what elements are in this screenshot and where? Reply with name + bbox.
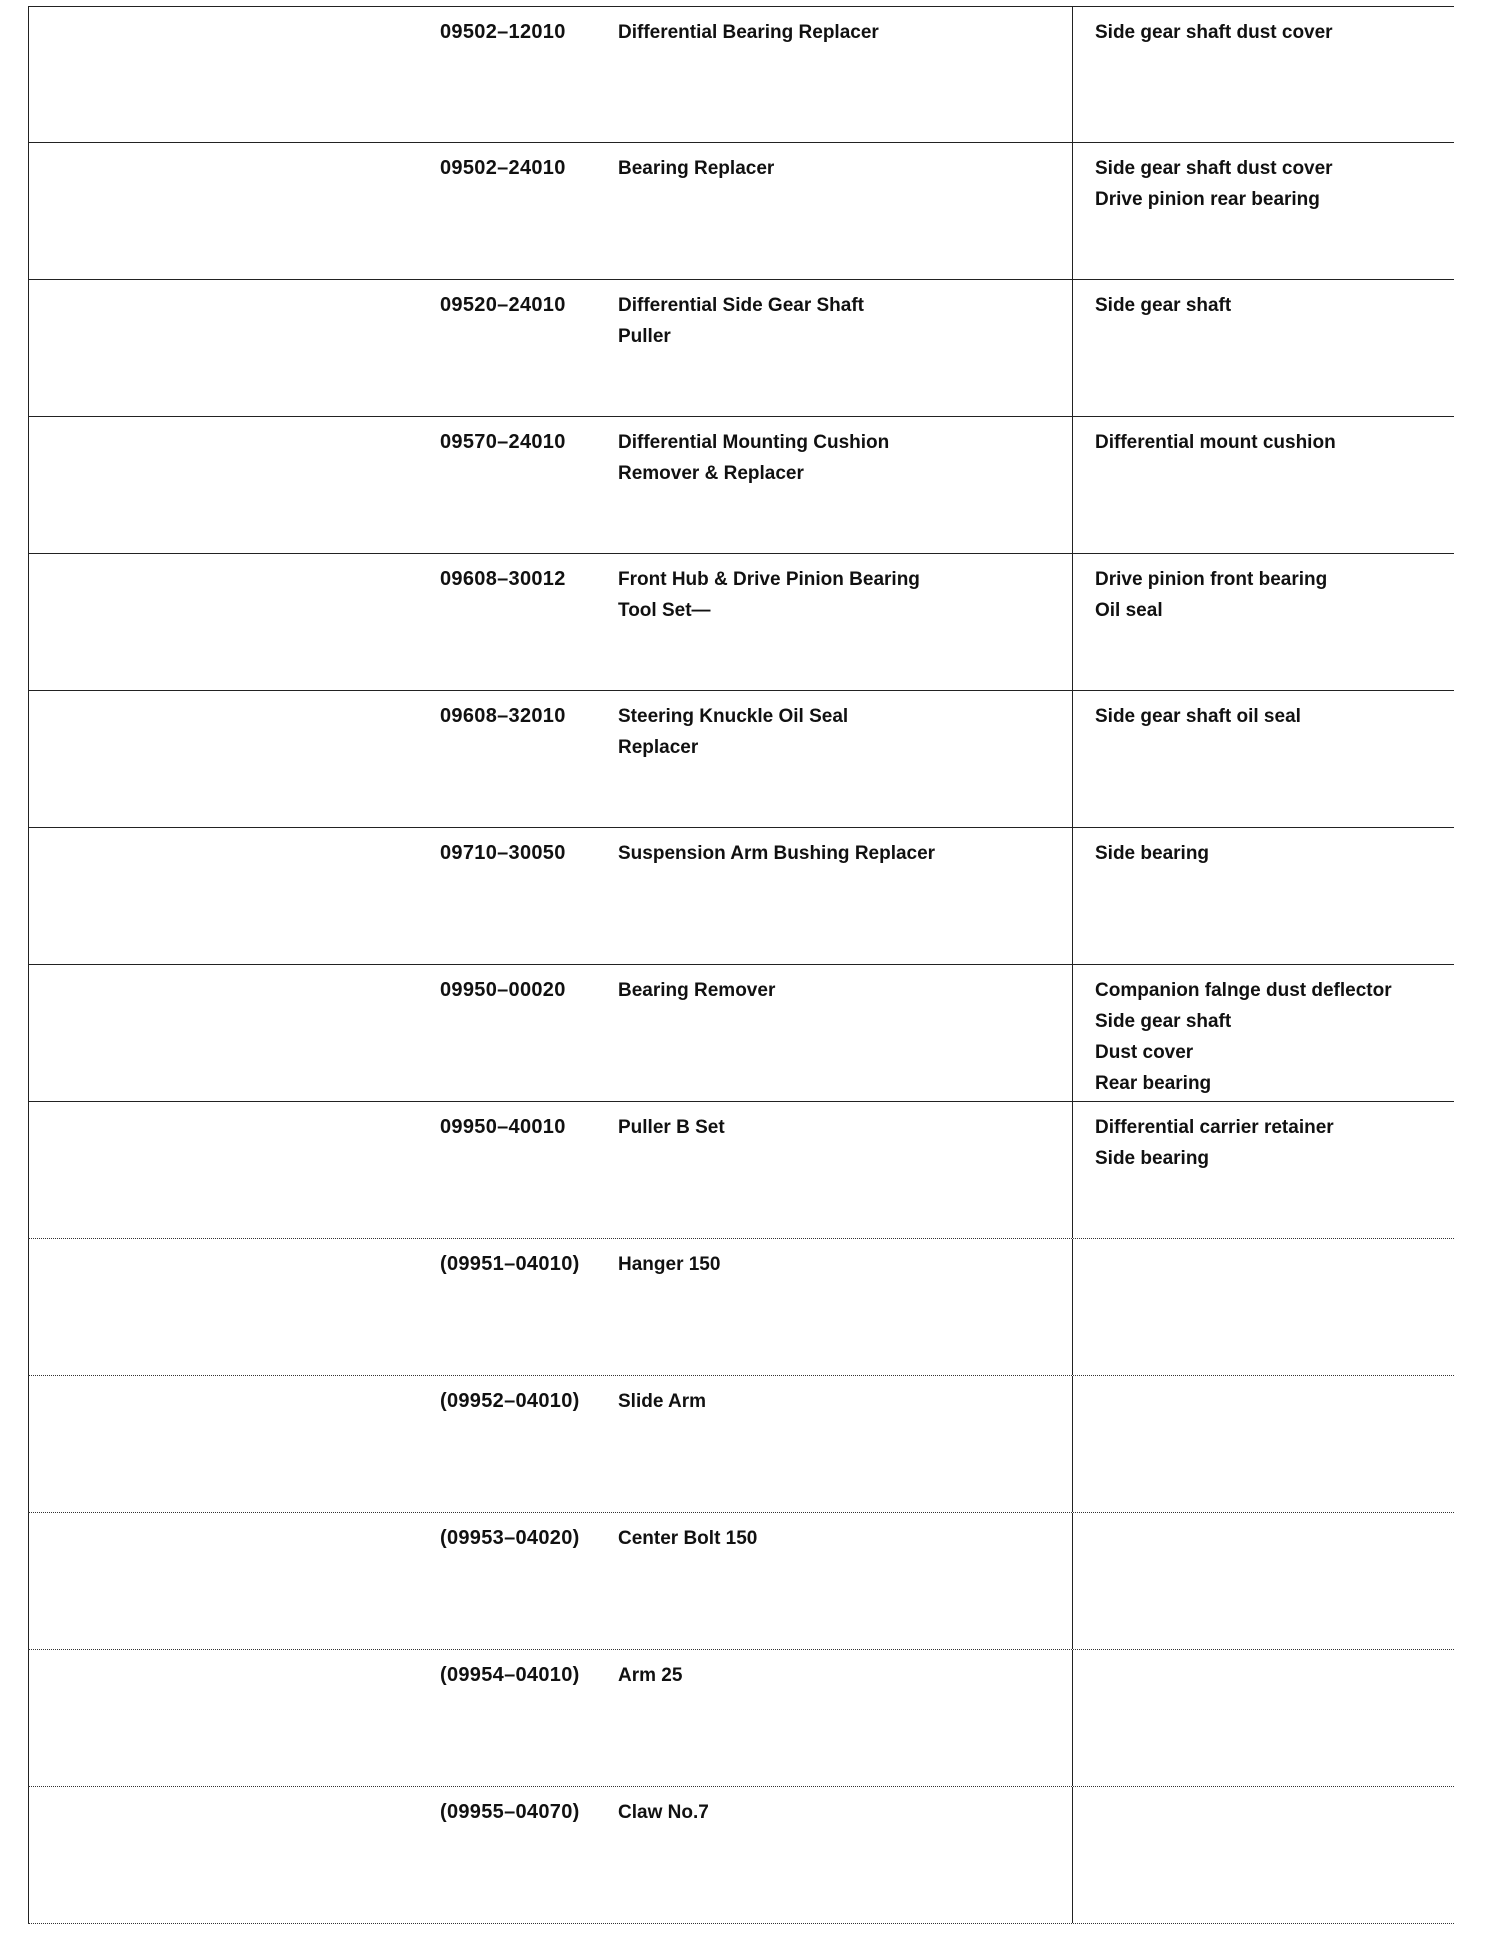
use-line: Drive pinion front bearing xyxy=(1095,569,1328,590)
use-line: Differential mount cushion xyxy=(1095,432,1336,453)
bearing-replacer-icon xyxy=(28,143,440,280)
tool-name-line: Differential Bearing Replacer xyxy=(618,22,879,43)
part-number: 09520–24010 xyxy=(440,294,566,316)
tool-row xyxy=(28,6,1454,143)
tool-name xyxy=(618,1513,1072,1649)
tool-row xyxy=(28,965,1454,1102)
tool-name-line: Slide Arm xyxy=(618,1391,706,1412)
tool-row xyxy=(28,1513,1454,1650)
tool-use xyxy=(1072,691,1454,827)
tool-name xyxy=(618,965,1072,1101)
use-line: Side bearing xyxy=(1095,1148,1210,1169)
tool-illustration xyxy=(28,554,440,690)
tool-illustration xyxy=(28,1513,440,1649)
use-line: Side bearing xyxy=(1095,843,1210,864)
use-line: Differential carrier retainer xyxy=(1095,1117,1334,1138)
cushion-tool-icon xyxy=(28,417,440,554)
tool-name xyxy=(618,554,1072,690)
tool-illustration xyxy=(28,1787,440,1923)
tool-row xyxy=(28,1650,1454,1787)
tool-illustration xyxy=(28,1102,440,1238)
tool-use xyxy=(1072,554,1454,690)
part-number: 09502–24010 xyxy=(440,157,566,179)
tool-set-icon xyxy=(28,554,440,691)
special-tools-table xyxy=(28,6,1454,1924)
center-bolt-icon xyxy=(28,1513,440,1650)
tool-name xyxy=(618,1376,1072,1512)
tool-name xyxy=(618,1650,1072,1786)
claw-icon xyxy=(28,1787,440,1924)
tool-name-line: Bearing Remover xyxy=(618,980,776,1001)
hanger-icon xyxy=(28,1239,440,1376)
tool-use xyxy=(1072,1650,1454,1786)
tool-row xyxy=(28,280,1454,417)
use-line: Oil seal xyxy=(1095,600,1163,621)
part-number: 09502–12010 xyxy=(440,21,566,43)
shaft-puller-icon xyxy=(28,280,440,417)
puller-set-icon xyxy=(28,1102,440,1239)
part-number: (09951–04010) xyxy=(440,1253,580,1275)
tool-illustration xyxy=(28,417,440,553)
tool-use xyxy=(1072,280,1454,416)
tool-row xyxy=(28,1376,1454,1513)
use-line: Drive pinion rear bearing xyxy=(1095,189,1320,210)
tool-name-line: Tool Set— xyxy=(618,600,711,621)
part-number: (09954–04010) xyxy=(440,1664,580,1686)
bushing-replacer-icon xyxy=(28,828,440,965)
tool-name-line: Arm 25 xyxy=(618,1665,683,1686)
tool-name xyxy=(618,280,1072,416)
part-number: (09952–04010) xyxy=(440,1390,580,1412)
tool-use xyxy=(1072,828,1454,964)
tool-illustration xyxy=(28,965,440,1101)
tool-use xyxy=(1072,7,1454,142)
use-line: Side gear shaft xyxy=(1095,1011,1232,1032)
tool-use xyxy=(1072,1239,1454,1375)
tool-row xyxy=(28,1102,1454,1239)
tool-name xyxy=(618,828,1072,964)
tool-illustration xyxy=(28,143,440,279)
tool-illustration xyxy=(28,691,440,827)
tool-name xyxy=(618,1239,1072,1375)
tool-illustration xyxy=(28,1239,440,1375)
tool-name xyxy=(618,143,1072,279)
tool-illustration xyxy=(28,7,440,142)
tool-use xyxy=(1072,1513,1454,1649)
tool-name-line: Differential Mounting Cushion xyxy=(618,432,890,453)
seal-replacer-icon xyxy=(28,691,440,828)
tool-illustration xyxy=(28,1376,440,1512)
part-number: 09950–00020 xyxy=(440,979,566,1001)
tool-name xyxy=(618,1787,1072,1923)
use-line: Side gear shaft dust cover xyxy=(1095,158,1333,179)
part-number: 09710–30050 xyxy=(440,842,566,864)
tool-illustration xyxy=(28,828,440,964)
part-number: 09950–40010 xyxy=(440,1116,566,1138)
tool-name-line: Puller xyxy=(618,326,671,347)
tool-name-line: Bearing Replacer xyxy=(618,158,775,179)
use-line: Side gear shaft xyxy=(1095,295,1232,316)
use-line: Companion falnge dust deflector xyxy=(1095,980,1392,1001)
tool-row xyxy=(28,417,1454,554)
tool-name-line: Claw No.7 xyxy=(618,1802,709,1823)
tool-use xyxy=(1072,143,1454,279)
tool-name xyxy=(618,691,1072,827)
tool-use xyxy=(1072,417,1454,553)
arm-icon xyxy=(28,1650,440,1787)
tool-name-line: Replacer xyxy=(618,737,699,758)
tool-row xyxy=(28,828,1454,965)
use-line: Rear bearing xyxy=(1095,1073,1212,1094)
part-number: 09570–24010 xyxy=(440,431,566,453)
tool-row xyxy=(28,1239,1454,1376)
use-line: Side gear shaft oil seal xyxy=(1095,706,1301,727)
slide-arm-icon xyxy=(28,1376,440,1513)
tool-name-line: Remover & Replacer xyxy=(618,463,804,484)
part-number: 09608–32010 xyxy=(440,705,566,727)
tool-use xyxy=(1072,1102,1454,1238)
tool-row xyxy=(28,691,1454,828)
part-number: (09955–04070) xyxy=(440,1801,580,1823)
tool-name-line: Differential Side Gear Shaft xyxy=(618,295,865,316)
part-number: 09608–30012 xyxy=(440,568,566,590)
tool-name-line: Hanger 150 xyxy=(618,1254,721,1275)
ring-replacer-icon xyxy=(28,7,440,144)
tool-illustration xyxy=(28,1650,440,1786)
use-line: Dust cover xyxy=(1095,1042,1194,1063)
tool-name xyxy=(618,417,1072,553)
tool-name-line: Front Hub & Drive Pinion Bearing xyxy=(618,569,920,590)
tool-row xyxy=(28,554,1454,691)
tool-name xyxy=(618,1102,1072,1238)
use-line: Side gear shaft dust cover xyxy=(1095,22,1333,43)
tool-use xyxy=(1072,1376,1454,1512)
tool-illustration xyxy=(28,280,440,416)
tool-row xyxy=(28,1787,1454,1924)
tool-name-line: Puller B Set xyxy=(618,1117,725,1138)
bearing-remover-icon xyxy=(28,965,440,1102)
tool-name-line: Center Bolt 150 xyxy=(618,1528,758,1549)
tool-use xyxy=(1072,965,1454,1101)
tool-use xyxy=(1072,1787,1454,1923)
part-number: (09953–04020) xyxy=(440,1527,580,1549)
tool-row xyxy=(28,143,1454,280)
tool-name-line: Suspension Arm Bushing Replacer xyxy=(618,843,936,864)
tool-name-line: Steering Knuckle Oil Seal xyxy=(618,706,849,727)
tool-name xyxy=(618,7,1072,142)
